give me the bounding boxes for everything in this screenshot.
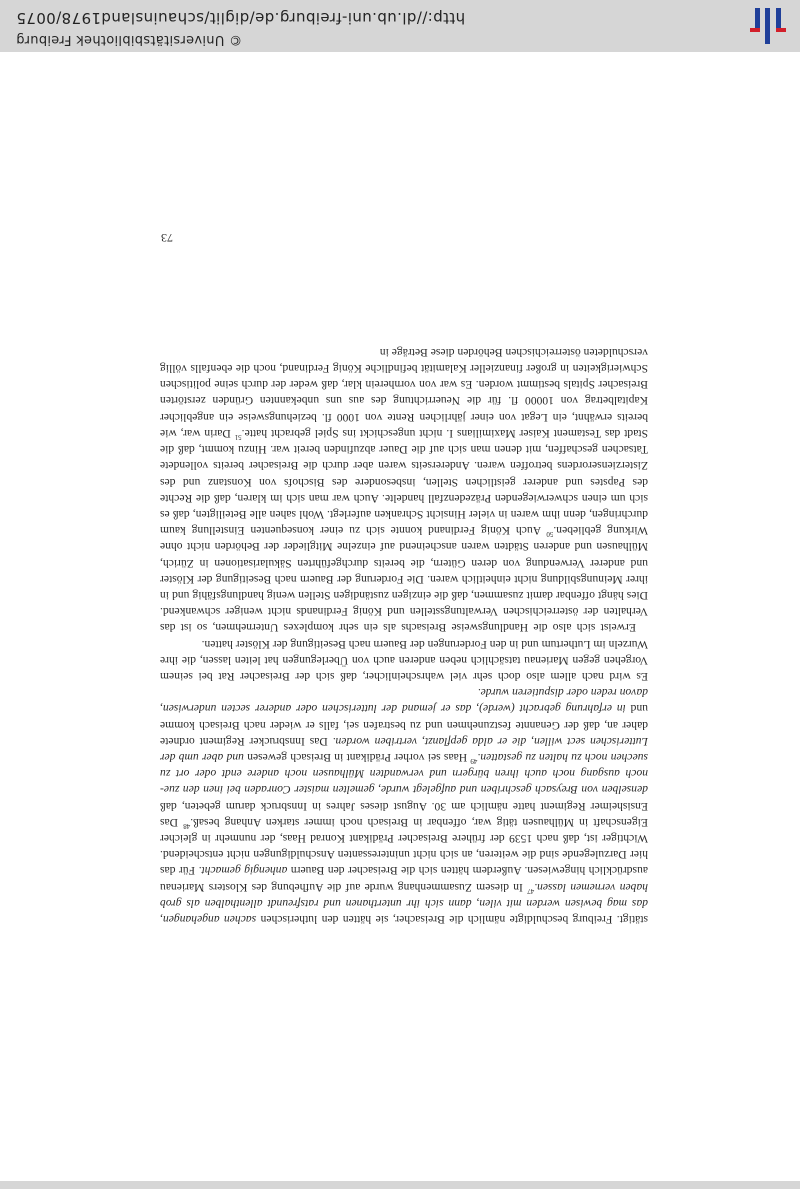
document-body xyxy=(160,344,648,927)
footnote-ref-49: 49 xyxy=(470,756,478,765)
footnote-ref-50: 50 xyxy=(546,529,554,538)
paragraph-2: Es wird nach allem also doch sehr viel wahrscheinlicher, daß sich der Breisacher Rat bei seinem Vorgehen gegen Marienau tatsächlich neben anderen auch von Überlegungen hat leiten lassen, die ihre Wurzeln im Luthertum und in den Forderungen der Bauern nach Beseitigung der Klöster hatten. xyxy=(160,637,648,683)
copyright-text: © Universitätsbibliothek Freiburg xyxy=(16,32,243,47)
library-footer-bar xyxy=(0,0,800,52)
ub-freiburg-logo-icon xyxy=(750,8,786,44)
footnote-ref-48: 48 xyxy=(183,821,191,830)
bottom-border-strip xyxy=(0,1181,800,1189)
source-url-link[interactable]: http://dl.ub.uni-freiburg.de/diglit/schauinsland1978/0075 xyxy=(16,9,466,27)
footnote-ref-47: 47 xyxy=(527,886,535,895)
paragraph-3: Erweist sich also die Handlungsweise Breisachs als ein sehr komplexes Unternehmen, so ist das Verhalten der österreichischen Verwaltungsstellen und König Ferdinands nicht weniger schwankend. Dies hängt offenbar damit zusammen, daß die einzigen zuständigen Stellen wenig handlungsfähig und in ihrer Meinungsbildung nicht einheitlich waren. Die Forderung der Bauern nach Beseitigung der Klöster und anderer Verwendung von deren Gütern, die bereits durchgeführten Säkularisationen in Zürich, Mülhausen und anderen Städten waren anscheinend auf einzelne Mitglieder der Behörden nicht ohne Wirkung geblieben.$^{50}$ Auch König Ferdinand konnte sich zu einer konsequenten Einstellung kaum durchringen, denn ihm waren in vieler Hinsicht Schranken auferlegt. Wohl sahen alle Beteiligten, daß es sich um einen schwerwiegenden Präzedenzfall handelte. Auch war man sich im klaren, daß die Rechte des Papstes und anderer geistlichen Stellen, insbesondere des Bischofs von Konstanz und des Zisterzienserordens betroffen waren. Andererseits waren aber durch die Breisacher bereits vollendete Tatsachen geschaffen, mit denen man sich auf die Dauer abzufinden bereit war. Hinzu kommt, daß die Stadt das Testament Kaiser Maximilians I. nicht ungeschickt ins Spiel gebracht hatte.$^{51}$ Darin war, wie bereits erwähnt, ein Legat von einer jährlichen Rente von 1000 fl. beziehungsweise ein angeblicher Kapitalbetrag von 10000 fl. für die Neuerrichtung des aus uns unbekannten Gründen zerstörten Breisacher Spitals bestimmt worden. Es war von vornherein klar, daß weder der durch seine politischen Schwierigkeiten in großer finanzieller Kalamität befindliche König Ferdinand, noch die ebenfalls völlig verschuldeten österreichischen Behörden diese Beträge in xyxy=(160,345,648,635)
footnote-ref-51: 51 xyxy=(234,432,242,441)
paragraph-1: stätigt. Freiburg beschuldigte nämlich die Breisacher, sie hätten den lutherischen sachen angehangen, das mag bewisen werden mit vilen, dann sich ihr unterthanen und ratsfreundt allenthalben als grob haben vernemen lassen.$^{47}$ In diesem Zusammenhang wurde auf die Aufhebung des Klosters Marienau ausdrücklich hingewiesen. Außerdem hätten sich die Breisacher den Bauern anhengig gemacht. Für das hier Darzulegende sind die weiteren, an sich nicht uninteressanten Anschuldigungen nicht entscheidend. Wichtiger ist, daß nach 1539 der frühere Breisacher Prädikant Konrad Haas, der nunmehr in gleicher Eigenschaft in Mülhausen tätig war, offenbar in Breisach noch immer starken Anhang besaß.$^{48}$ Das Ensisheimer Regiment hatte nämlich am 30. August dieses Jahres in Innsbruck darum gebeten, daß denselben von Breysach geschriben und aufgelegt wurde, gemelten maister Conraden bei inen den zue- noch ausgang noch auch ihren bürgern und verwandten Mülhausen noch andere endt oder ort zu suechen noch zu halten zu gestatten.$^{49}$ Haas sei vorher Prädikant in Breisach gewesen und aber umb der Lutterischen sect willen, die er alda gepflanzt, vertriben worden. Das Innsbrucker Regiment ordnete daher an, daß der Genannte festzunehmen und zu bestrafen sei, falls er wieder nach Breisach komme und in erfahrung gebracht (werde), das er jemand der lutterischen oder anderer secten underwisen, davon reden oder disputieren wurde. xyxy=(159,686,648,926)
page-number: 73 xyxy=(161,231,173,245)
